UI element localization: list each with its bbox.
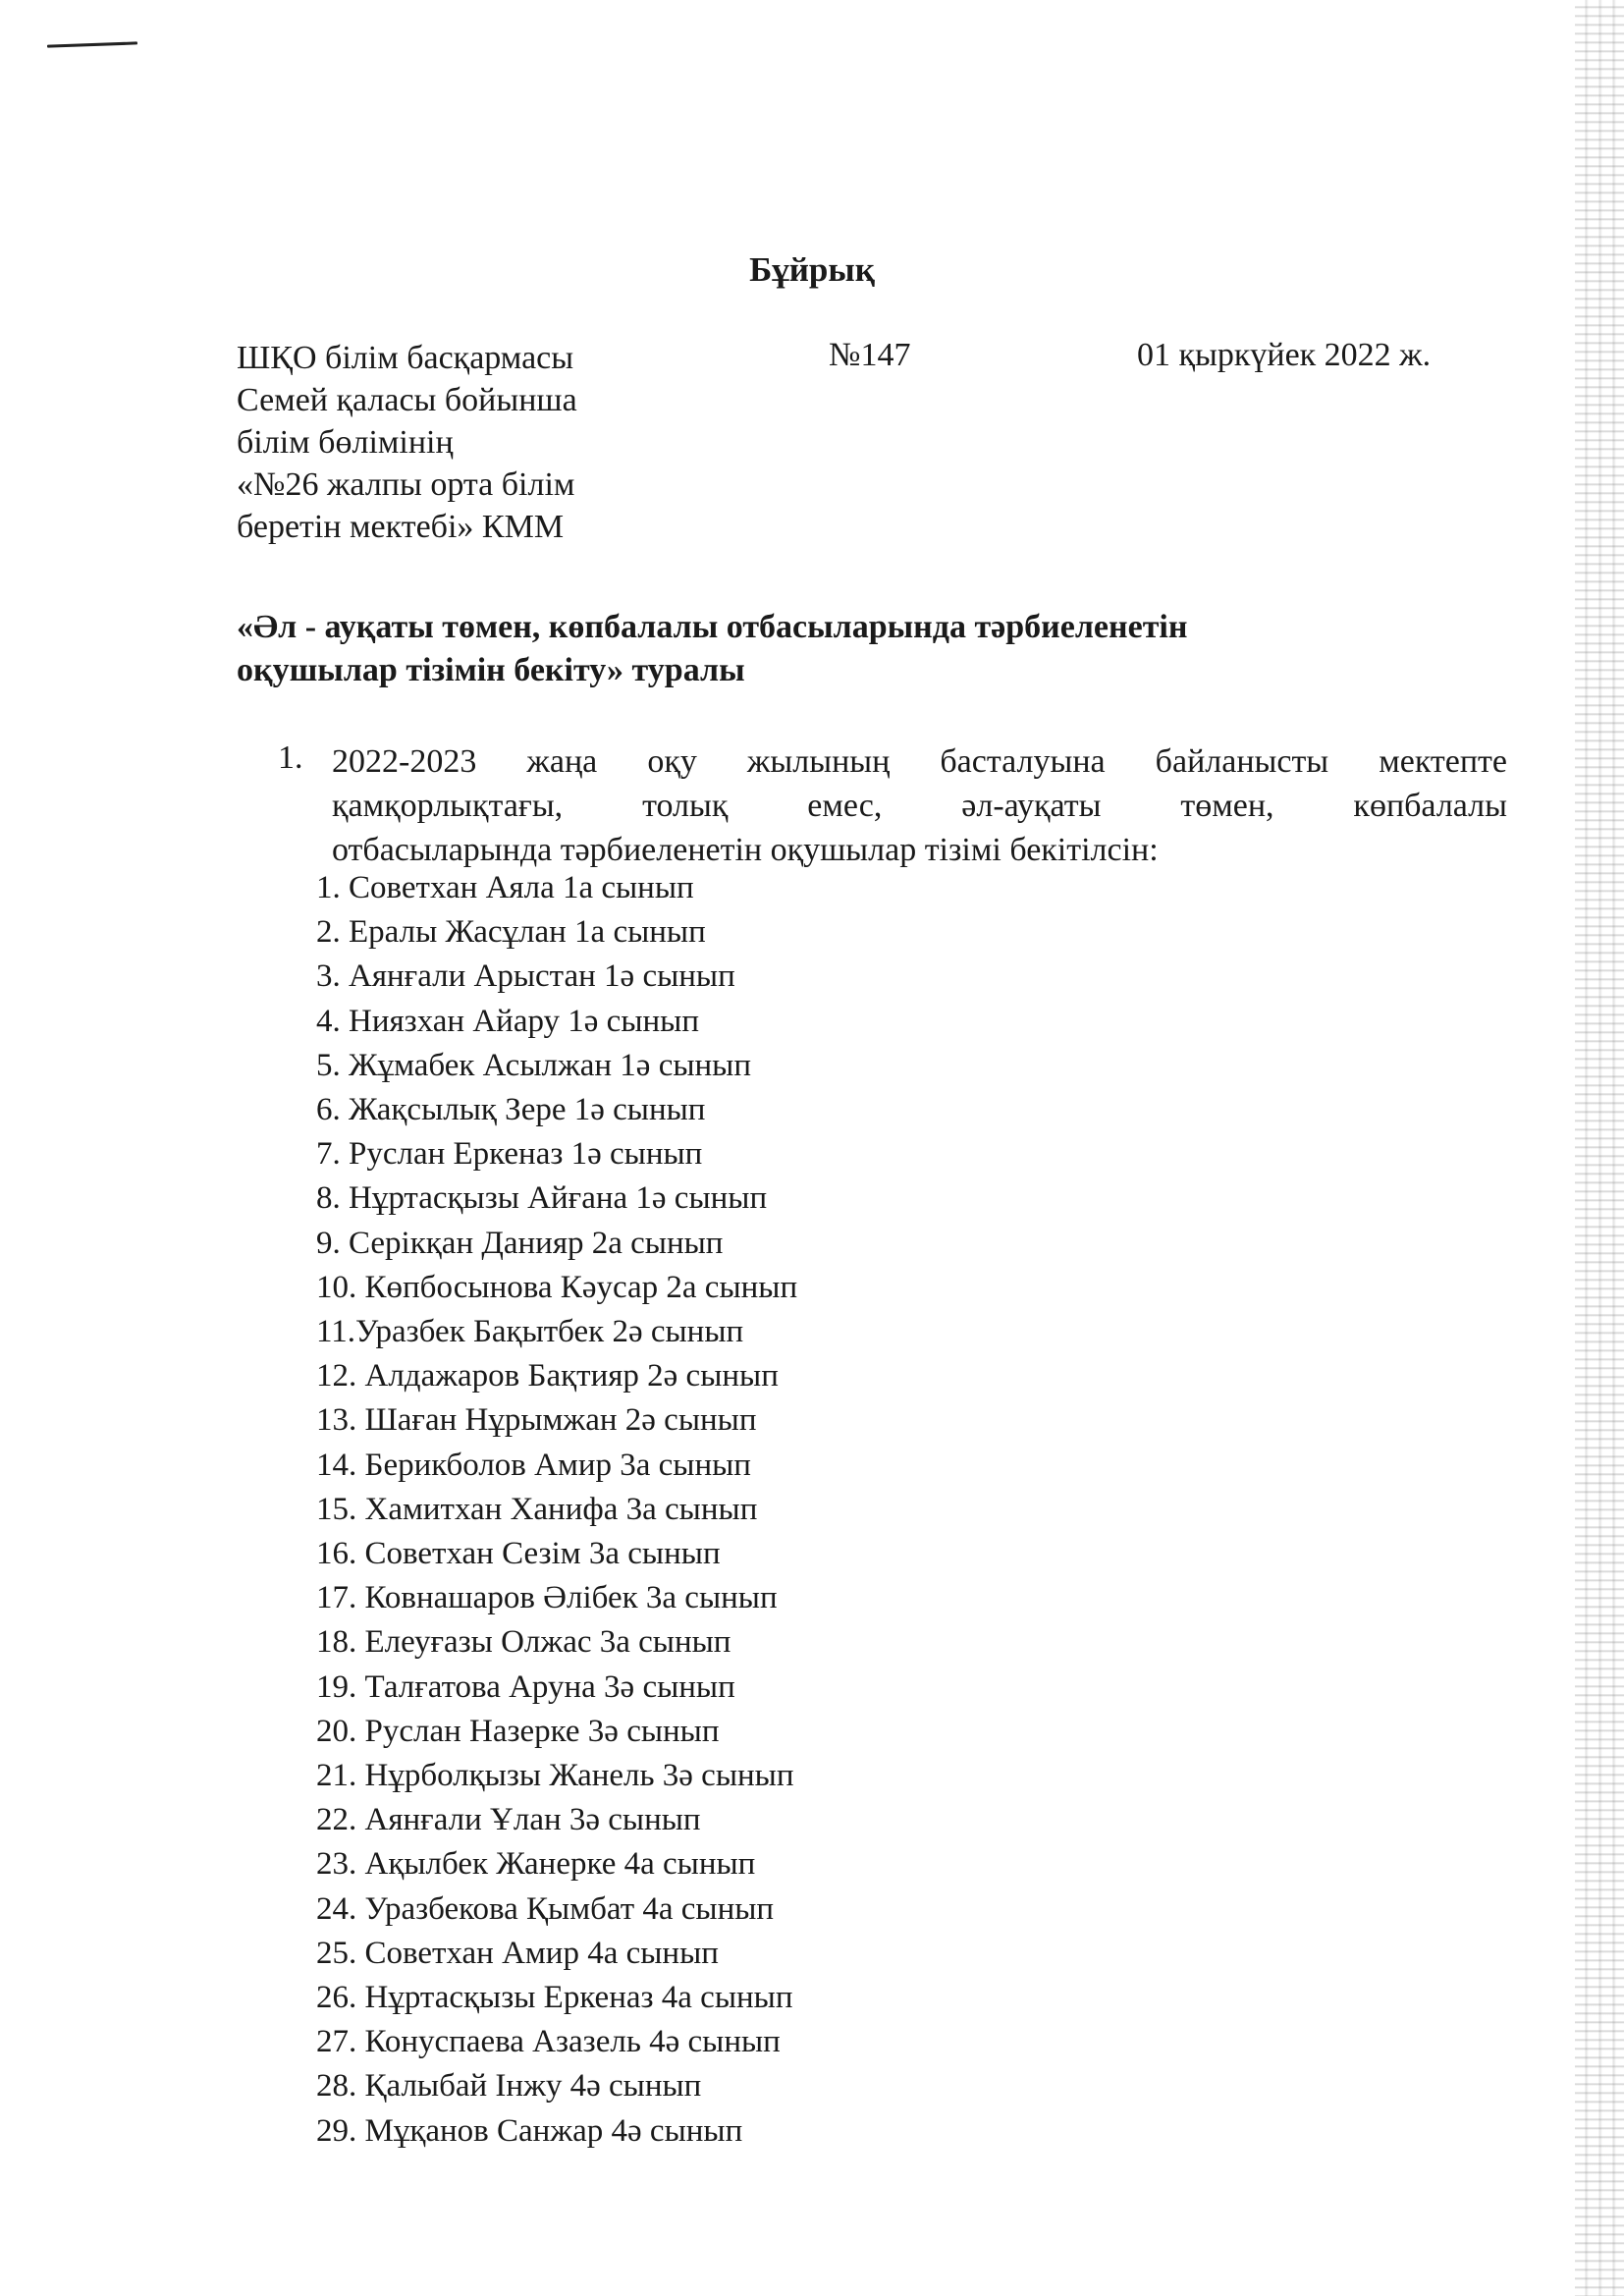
list-item: 4. Ниязхан Айару 1ә сынып — [316, 1003, 699, 1039]
scan-edge-noise — [1575, 0, 1624, 2296]
list-item: 11.Уразбек Бақытбек 2ә сынып — [316, 1314, 744, 1350]
list-item: 14. Берикболов Амир 3а сынып — [316, 1447, 751, 1483]
list-item: 24. Уразбекова Қымбат 4а сынып — [316, 1890, 775, 1927]
org-line: беретін мектебі» КММ — [237, 509, 565, 545]
list-item: 12. Алдажаров Бақтияр 2ә сынып — [316, 1358, 779, 1394]
list-item: 15. Хамитхан Ханифа 3а сынып — [316, 1491, 758, 1527]
list-item: 28. Қалыбай Інжу 4ә сынып — [316, 2068, 702, 2105]
organization-block — [237, 337, 577, 548]
org-line: ШҚО білім басқармасы — [237, 340, 574, 376]
list-item: 21. Нұрболқызы Жанель 3ә сынып — [316, 1758, 794, 1794]
list-item: 10. Көпбосынова Кәусар 2а сынып — [316, 1269, 798, 1305]
list-item: 27. Конуспаева Азазель 4ә сынып — [316, 2024, 781, 2060]
list-item: 3. Аянғали Арыстан 1ә сынып — [316, 958, 735, 995]
list-item: 16. Советхан Сезім 3а сынып — [316, 1536, 721, 1572]
item-text-line: қамқорлықтағы, толық емес, әл-ауқаты төмен, көпбалалы — [332, 788, 1507, 824]
item-text-line: 2022-2023 жаңа оқу жылының басталуына байланысты мектепте — [332, 743, 1507, 780]
list-item: 13. Шаған Нұрымжан 2ә сынып — [316, 1402, 757, 1439]
order-date: 01 қыркүйек 2022 ж. — [1137, 337, 1432, 373]
list-item: 6. Жақсылық Зере 1ә сынып — [316, 1092, 706, 1128]
list-item: 20. Руслан Назерке 3ә сынып — [316, 1713, 720, 1749]
list-item: 7. Руслан Еркеназ 1ә сынып — [316, 1136, 703, 1173]
order-number: №147 — [829, 337, 911, 373]
list-item: 2. Ералы Жасұлан 1а сынып — [316, 914, 706, 951]
item-text-line: отбасыларында тәрбиеленетін оқушылар тізімі бекітілсін: — [332, 832, 1159, 868]
subject-line: оқушылар тізімін бекіту» туралы — [237, 652, 745, 688]
document-title: Бұйрық — [749, 250, 875, 289]
list-item: 22. Аянғали Ұлан 3ә сынып — [316, 1802, 701, 1838]
item-number: 1. — [278, 739, 303, 776]
order-subject — [237, 606, 1187, 692]
list-item: 29. Мұқанов Санжар 4ә сынып — [316, 2112, 743, 2149]
org-line: Семей қаласы бойынша — [237, 382, 577, 418]
org-line: «№26 жалпы орта білім — [237, 466, 575, 503]
list-item: 19. Талғатова Аруна 3ә сынып — [316, 1668, 735, 1705]
list-item: 25. Советхан Амир 4а сынып — [316, 1935, 719, 1971]
scan-mark — [47, 41, 137, 47]
list-item: 17. Ковнашаров Әлібек 3а сынып — [316, 1580, 778, 1616]
student-list — [316, 866, 797, 2154]
list-item: 8. Нұртасқызы Айғана 1ә сынып — [316, 1180, 768, 1217]
org-line: білім бөлімінің — [237, 424, 454, 461]
list-item: 1. Советхан Аяла 1а сынып — [316, 870, 694, 905]
list-item: 26. Нұртасқызы Еркеназ 4а сынып — [316, 1980, 793, 2016]
list-item: 18. Елеуғазы Олжас 3а сынып — [316, 1624, 731, 1661]
list-item: 5. Жұмабек Асылжан 1ә сынып — [316, 1047, 752, 1083]
list-item: 23. Ақылбек Жанерке 4а сынып — [316, 1846, 756, 1883]
subject-line: «Әл - ауқаты төмен, көпбалалы отбасыларында тәрбиеленетін — [237, 609, 1188, 645]
list-item: 9. Серікқан Данияр 2а сынып — [316, 1225, 724, 1261]
